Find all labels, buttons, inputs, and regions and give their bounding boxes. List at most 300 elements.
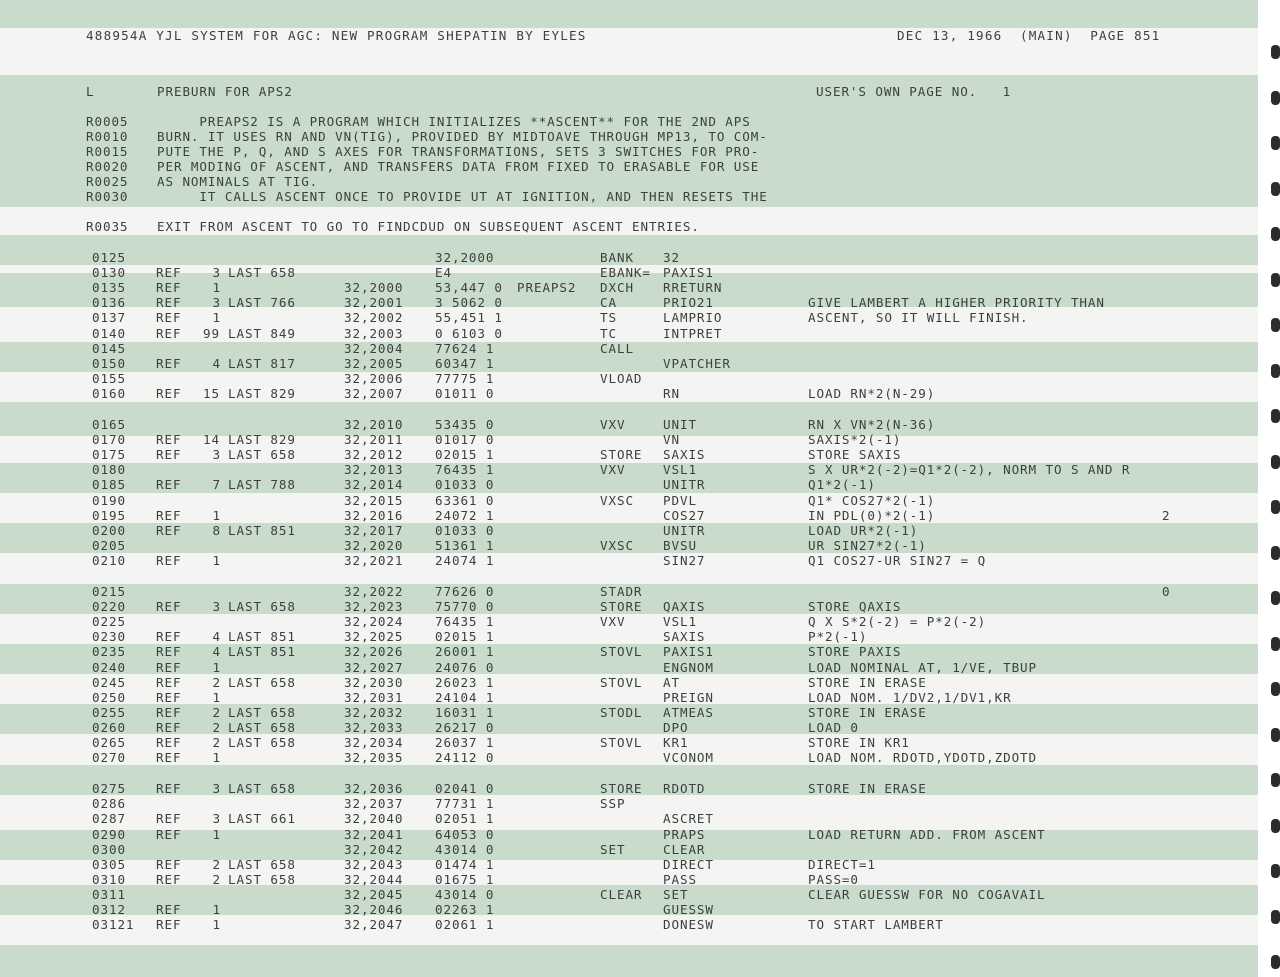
address: 32,2023 [344, 599, 404, 615]
operand: SET [663, 886, 689, 902]
opcode: VLOAD [600, 370, 643, 386]
address: 32,2027 [344, 659, 404, 675]
line-number: 0240 [92, 659, 126, 675]
operand: 32 [663, 250, 680, 265]
opcode: TC [600, 325, 617, 341]
comment: LOAD RN*2(N-29) [808, 385, 936, 401]
ref-tag: REF [156, 552, 182, 568]
operand: VSL1 [663, 462, 697, 478]
opcode: STOVL [600, 674, 643, 690]
comment: LOAD NOMINAL AT, 1/VE, TBUP [808, 659, 1038, 675]
opcode: STOVL [600, 735, 643, 750]
object-code: 43014 0 [435, 886, 495, 902]
line-number: 0225 [92, 614, 126, 630]
opcode: STADR [600, 584, 643, 599]
ref-tag: REF [156, 689, 182, 705]
margin-mark: 0 [1162, 584, 1171, 599]
line-number: 0220 [92, 599, 126, 615]
line-number: 0286 [92, 796, 126, 812]
ref-tag: REF [156, 310, 182, 326]
object-code: 02015 1 [435, 447, 495, 463]
ref-last: LAST 849 [228, 325, 296, 341]
object-code: 76435 1 [435, 614, 495, 630]
object-code: 53435 0 [435, 417, 495, 432]
remark-id: R0035 [86, 219, 129, 234]
ref-tag: REF [156, 735, 182, 750]
line-number: 0290 [92, 826, 126, 842]
comment: LOAD NOM. 1/DV2,1/DV1,KR [808, 689, 1012, 705]
comment: LOAD NOM. RDOTD,YDOTD,ZDOTD [808, 750, 1038, 766]
remark-text: EXIT FROM ASCENT TO GO TO FINDCDUD ON SUBSEQUENT ASCENT ENTRIES. [157, 219, 700, 234]
header-right: DEC 13, 1966 (MAIN) PAGE 851 [897, 28, 1161, 43]
comment: STORE IN ERASE [808, 674, 927, 690]
ref-count: 1 [212, 750, 221, 766]
comment: UR SIN27*2(-1) [808, 537, 927, 553]
ref-last: LAST 658 [228, 719, 296, 735]
line-number: 0130 [92, 265, 126, 281]
opcode: SET [600, 841, 626, 857]
operand: ENGNOM [663, 659, 714, 675]
line-number: 0210 [92, 552, 126, 568]
ref-tag: REF [156, 659, 182, 675]
object-code: 77731 1 [435, 796, 495, 812]
ref-last: LAST 658 [228, 735, 296, 750]
ref-tag: REF [156, 447, 182, 463]
address: 32,2001 [344, 295, 404, 311]
address: 32,2017 [344, 522, 404, 538]
line-number: 0145 [92, 340, 126, 356]
address: 32,2016 [344, 507, 404, 523]
object-code: 24074 1 [435, 552, 495, 568]
tractor-hole [1271, 728, 1280, 742]
object-code: 02051 1 [435, 811, 495, 827]
opcode: VXSC [600, 537, 634, 553]
tractor-hole [1271, 546, 1280, 560]
operand: ATMEAS [663, 704, 714, 720]
object-code: 75770 0 [435, 599, 495, 615]
header-left: 488954A YJL SYSTEM FOR AGC: NEW PROGRAM SHEPATIN BY EYLES [86, 28, 587, 43]
ref-count: 4 [212, 629, 221, 645]
remark-id: R0030 [86, 189, 129, 204]
ref-count: 4 [212, 355, 221, 371]
subheader-title: PREBURN FOR APS2 [157, 84, 293, 99]
ref-tag: REF [156, 295, 182, 311]
object-code: 3 5062 0 [435, 295, 503, 311]
ref-last: LAST 829 [228, 385, 296, 401]
ref-last: LAST 658 [228, 599, 296, 615]
remark-text: AS NOMINALS AT TIG. [157, 174, 319, 189]
object-code: 01011 0 [435, 385, 495, 401]
object-code: 43014 0 [435, 841, 495, 857]
ref-last: LAST 829 [228, 432, 296, 448]
line-number: 0125 [92, 250, 126, 265]
address: 32,2037 [344, 796, 404, 812]
object-code: 55,451 1 [435, 310, 503, 326]
line-number: 0305 [92, 856, 126, 872]
object-code: 0 6103 0 [435, 325, 503, 341]
remark-id: R0005 [86, 114, 129, 129]
greenbar-band [0, 402, 1258, 436]
ref-count: 3 [212, 781, 221, 797]
remark-id: R0025 [86, 174, 129, 189]
ref-tag: REF [156, 902, 182, 917]
object-code: 77775 1 [435, 370, 495, 386]
object-code: 26001 1 [435, 644, 495, 660]
ref-tag: REF [156, 325, 182, 341]
operand: UNITR [663, 477, 706, 493]
address: 32,2000 [344, 280, 404, 296]
tractor-hole [1271, 91, 1280, 105]
operand: SIN27 [663, 552, 706, 568]
remark-id: R0015 [86, 144, 129, 159]
operand: ASCRET [663, 811, 714, 827]
operand: VN [663, 432, 680, 448]
line-number: 0200 [92, 522, 126, 538]
operand: PRIO21 [663, 295, 714, 311]
address: 32,2041 [344, 826, 404, 842]
comment: TO START LAMBERT [808, 917, 944, 933]
operand: RDOTD [663, 781, 706, 797]
address: 32,2015 [344, 492, 404, 508]
ref-tag: REF [156, 599, 182, 615]
ref-count: 3 [212, 265, 221, 281]
address: 32,2002 [344, 310, 404, 326]
object-code: 24076 0 [435, 659, 495, 675]
operand: INTPRET [663, 325, 723, 341]
greenbar-band [0, 830, 1258, 860]
operand: UNIT [663, 417, 697, 432]
opcode: STORE [600, 447, 643, 463]
tractor-hole [1271, 591, 1280, 605]
greenbar-band [0, 945, 1258, 977]
object-code: 77624 1 [435, 340, 495, 356]
comment: STORE PAXIS [808, 644, 902, 660]
address: 32,2030 [344, 674, 404, 690]
comment: STORE IN ERASE [808, 704, 927, 720]
ref-last: LAST 658 [228, 447, 296, 463]
object-code: 26023 1 [435, 674, 495, 690]
operand: VPATCHER [663, 355, 731, 371]
address: 32,2007 [344, 385, 404, 401]
ref-count: 1 [212, 507, 221, 523]
object-code: 01033 0 [435, 522, 495, 538]
object-code: 02015 1 [435, 629, 495, 645]
comment: Q X S*2(-2) = P*2(-2) [808, 614, 987, 630]
ref-tag: REF [156, 719, 182, 735]
comment: RN X VN*2(N-36) [808, 417, 936, 432]
operand: COS27 [663, 507, 706, 523]
address: 32,2022 [344, 584, 404, 599]
tractor-hole [1271, 273, 1280, 287]
address: 32,2032 [344, 704, 404, 720]
ref-count: 3 [212, 599, 221, 615]
operand: GUESSW [663, 902, 714, 917]
tractor-hole [1271, 136, 1280, 150]
object-code: 77626 0 [435, 584, 495, 599]
operand: KR1 [663, 735, 689, 750]
line-number: 0311 [92, 886, 126, 902]
ref-count: 3 [212, 295, 221, 311]
operand: RRETURN [663, 280, 723, 296]
line-number: 0136 [92, 295, 126, 311]
address: 32,2005 [344, 355, 404, 371]
object-code: 02041 0 [435, 781, 495, 797]
comment: ASCENT, SO IT WILL FINISH. [808, 310, 1029, 326]
ref-last: LAST 658 [228, 781, 296, 797]
ref-tag: REF [156, 674, 182, 690]
address: 32,2012 [344, 447, 404, 463]
line-number: 0310 [92, 871, 126, 887]
greenbar-band [0, 0, 1258, 28]
address: 32,2036 [344, 781, 404, 797]
operand: UNITR [663, 522, 706, 538]
address: 32,2047 [344, 917, 404, 933]
line-number: 0235 [92, 644, 126, 660]
ref-tag: REF [156, 477, 182, 493]
ref-count: 14 [203, 432, 220, 448]
object-code: 01033 0 [435, 477, 495, 493]
line-number: 0180 [92, 462, 126, 478]
opcode: DXCH [600, 280, 634, 296]
tractor-hole [1271, 864, 1280, 878]
comment: LOAD 0 [808, 719, 859, 735]
line-number: 0300 [92, 841, 126, 857]
comment: S X UR*2(-2)=Q1*2(-2), NORM TO S AND R [808, 462, 1131, 478]
object-code: 76435 1 [435, 462, 495, 478]
line-number: 0165 [92, 417, 126, 432]
ref-count: 3 [212, 811, 221, 827]
comment: PASS=0 [808, 871, 859, 887]
ref-tag: REF [156, 355, 182, 371]
comment: P*2(-1) [808, 629, 868, 645]
ref-count: 1 [212, 310, 221, 326]
operand: LAMPRIO [663, 310, 723, 326]
line-number: 0275 [92, 781, 126, 797]
ref-last: LAST 658 [228, 856, 296, 872]
object-code: 01675 1 [435, 871, 495, 887]
ref-count: 1 [212, 917, 221, 933]
operand: SAXIS [663, 447, 706, 463]
comment: STORE IN KR1 [808, 735, 910, 750]
ref-tag: REF [156, 644, 182, 660]
tractor-hole [1271, 455, 1280, 469]
operand: PASS [663, 871, 697, 887]
object-code: 24072 1 [435, 507, 495, 523]
line-number: 0185 [92, 477, 126, 493]
tractor-hole [1271, 318, 1280, 332]
remark-id: R0020 [86, 159, 129, 174]
object-code: 51361 1 [435, 537, 495, 553]
operand: PAXIS1 [663, 265, 714, 281]
address: 32,2020 [344, 537, 404, 553]
line-number: 0155 [92, 370, 126, 386]
line-number: 0137 [92, 310, 126, 326]
line-number: 0270 [92, 750, 126, 766]
operand: PREIGN [663, 689, 714, 705]
object-code: 16031 1 [435, 704, 495, 720]
address: 32,2024 [344, 614, 404, 630]
line-number: 0170 [92, 432, 126, 448]
address: 32,2045 [344, 886, 404, 902]
ref-last: LAST 658 [228, 674, 296, 690]
opcode: SSP [600, 796, 626, 812]
opcode: VXSC [600, 492, 634, 508]
operand: DIRECT [663, 856, 714, 872]
ref-count: 2 [212, 856, 221, 872]
remark-id: R0010 [86, 129, 129, 144]
line-number: 0205 [92, 537, 126, 553]
opcode: VXV [600, 614, 626, 630]
opcode: STORE [600, 781, 643, 797]
object-code: 01474 1 [435, 856, 495, 872]
users-page-number: USER'S OWN PAGE NO. 1 [816, 84, 1012, 99]
operand: QAXIS [663, 599, 706, 615]
address: 32,2014 [344, 477, 404, 493]
remark-text: PUTE THE P, Q, AND S AXES FOR TRANSFORMATIONS, SETS 3 SWITCHES FOR PRO- [157, 144, 760, 159]
remark-text: PER MODING OF ASCENT, AND TRANSFERS DATA FROM FIXED TO ERASABLE FOR USE [157, 159, 760, 174]
object-code: 02061 1 [435, 917, 495, 933]
opcode: CALL [600, 340, 634, 356]
opcode: CLEAR [600, 886, 643, 902]
line-number: 0255 [92, 704, 126, 720]
ref-last: LAST 661 [228, 811, 296, 827]
address: 32,2026 [344, 644, 404, 660]
line-number: 0245 [92, 674, 126, 690]
ref-count: 15 [203, 385, 220, 401]
ref-tag: REF [156, 856, 182, 872]
ref-tag: REF [156, 704, 182, 720]
ref-tag: REF [156, 750, 182, 766]
address: 32,2010 [344, 417, 404, 432]
line-number: 03121 [92, 917, 135, 933]
ref-last: LAST 788 [228, 477, 296, 493]
ref-count: 2 [212, 719, 221, 735]
line-number: 0190 [92, 492, 126, 508]
ref-count: 1 [212, 826, 221, 842]
tractor-hole [1271, 227, 1280, 241]
address: 32,2033 [344, 719, 404, 735]
ref-tag: REF [156, 522, 182, 538]
ref-count: 99 [203, 325, 220, 341]
ref-tag: REF [156, 917, 182, 933]
ref-tag: REF [156, 385, 182, 401]
ref-count: 8 [212, 522, 221, 538]
opcode: VXV [600, 417, 626, 432]
address: 32,2013 [344, 462, 404, 478]
line-number: 0195 [92, 507, 126, 523]
comment: DIRECT=1 [808, 856, 876, 872]
operand: PRAPS [663, 826, 706, 842]
address: 32,2043 [344, 856, 404, 872]
opcode: STODL [600, 704, 643, 720]
comment: SAXIS*2(-1) [808, 432, 902, 448]
line-number: 0135 [92, 280, 126, 296]
address: 32,2034 [344, 735, 404, 750]
address: 32,2040 [344, 811, 404, 827]
operand: PAXIS1 [663, 644, 714, 660]
opcode: EBANK= [600, 265, 651, 281]
address: 32,2021 [344, 552, 404, 568]
operand: VSL1 [663, 614, 697, 630]
line-number: 0250 [92, 689, 126, 705]
line-number: 0150 [92, 355, 126, 371]
ref-count: 2 [212, 674, 221, 690]
comment: Q1*2(-1) [808, 477, 876, 493]
tractor-hole [1271, 773, 1280, 787]
comment: CLEAR GUESSW FOR NO COGAVAIL [808, 886, 1046, 902]
tractor-hole [1271, 409, 1280, 423]
address: 32,2006 [344, 370, 404, 386]
tractor-hole [1271, 819, 1280, 833]
object-code: 26037 1 [435, 735, 495, 750]
tractor-hole [1271, 682, 1280, 696]
label: PREAPS2 [517, 280, 577, 296]
line-number: 0287 [92, 811, 126, 827]
tractor-hole [1271, 637, 1280, 651]
ref-count: 7 [212, 477, 221, 493]
ref-count: 2 [212, 871, 221, 887]
opcode: STOVL [600, 644, 643, 660]
ref-last: LAST 851 [228, 522, 296, 538]
ref-count: 1 [212, 280, 221, 296]
ref-tag: REF [156, 280, 182, 296]
comment: LOAD RETURN ADD. FROM ASCENT [808, 826, 1046, 842]
comment: IN PDL(0)*2(-1) [808, 507, 936, 523]
object-code: 02263 1 [435, 902, 495, 917]
operand: VCONOM [663, 750, 714, 766]
remark-text: BURN. IT USES RN AND VN(TIG), PROVIDED BY MIDTOAVE THROUGH MP13, TO COM- [157, 129, 768, 144]
line-number: 0260 [92, 719, 126, 735]
ref-count: 1 [212, 689, 221, 705]
comment: GIVE LAMBERT A HIGHER PRIORITY THAN [808, 295, 1105, 311]
ref-last: LAST 766 [228, 295, 296, 311]
operand: RN [663, 385, 680, 401]
comment: STORE SAXIS [808, 447, 902, 463]
line-number: 0312 [92, 902, 126, 917]
line-number: 0140 [92, 325, 126, 341]
ref-last: LAST 817 [228, 355, 296, 371]
comment: Q1* COS27*2(-1) [808, 492, 936, 508]
operand: SAXIS [663, 629, 706, 645]
object-code: 60347 1 [435, 355, 495, 371]
ref-tag: REF [156, 265, 182, 281]
remark-text: PREAPS2 IS A PROGRAM WHICH INITIALIZES **ASCENT** FOR THE 2ND APS [157, 114, 751, 129]
line-number: 0215 [92, 584, 126, 599]
operand: CLEAR [663, 841, 706, 857]
tractor-hole [1271, 182, 1280, 196]
operand: PDVL [663, 492, 697, 508]
opcode: CA [600, 295, 617, 311]
object-code: E4 [435, 265, 452, 281]
operand: BVSU [663, 537, 697, 553]
opcode: TS [600, 310, 617, 326]
ref-count: 2 [212, 704, 221, 720]
object-code: 32,2000 [435, 250, 495, 265]
address: 32,2025 [344, 629, 404, 645]
tractor-hole [1271, 364, 1280, 378]
operand: DONESW [663, 917, 714, 933]
margin-mark: 2 [1162, 507, 1171, 523]
ref-last: LAST 658 [228, 704, 296, 720]
ref-tag: REF [156, 826, 182, 842]
ref-count: 4 [212, 644, 221, 660]
ref-last: LAST 658 [228, 265, 296, 281]
address: 32,2035 [344, 750, 404, 766]
address: 32,2044 [344, 871, 404, 887]
ref-last: LAST 851 [228, 629, 296, 645]
address: 32,2042 [344, 841, 404, 857]
line-number: 0160 [92, 385, 126, 401]
